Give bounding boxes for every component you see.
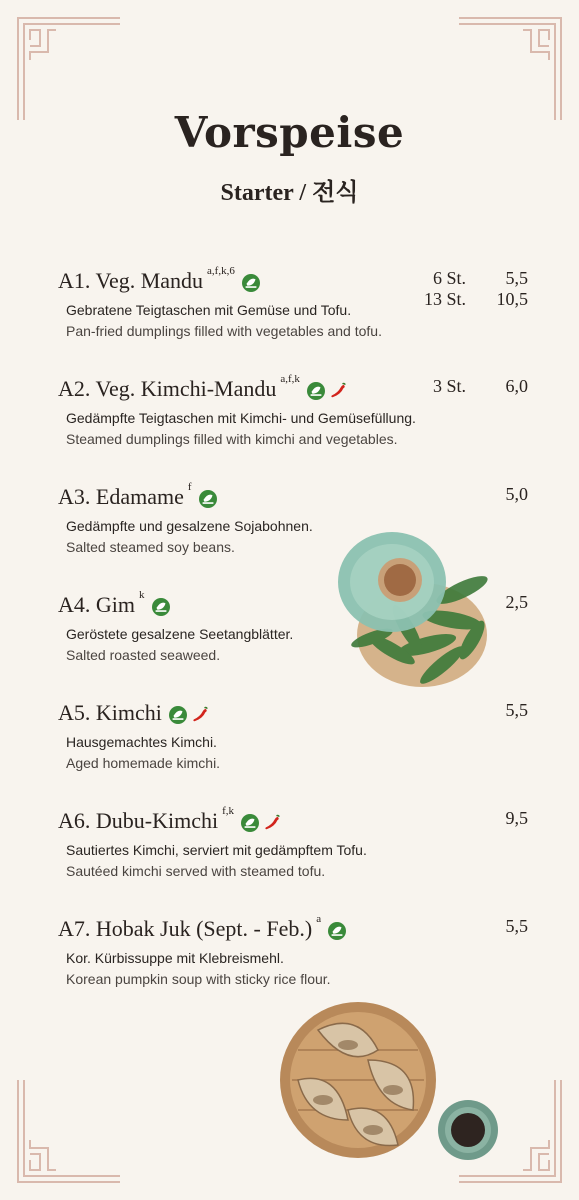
menu-item — [58, 481, 528, 558]
allergen-codes: f — [187, 481, 192, 493]
corner-ornament-bottom-left — [0, 1080, 120, 1200]
menu-item-name — [58, 589, 170, 618]
description-english: Aged homemade kimchi. — [66, 755, 221, 771]
menu-item-title: A4. Gim — [58, 592, 135, 617]
menu-item-description — [58, 948, 528, 990]
menu-item — [58, 373, 528, 450]
menu-item-quantity — [433, 376, 466, 397]
price-value: 2,5 — [505, 592, 528, 612]
menu-item-price — [506, 916, 529, 937]
menu-item-name — [58, 481, 217, 510]
menu-item-name — [58, 373, 347, 402]
price-value: 5,0 — [505, 484, 528, 504]
allergen-codes: a — [316, 913, 322, 925]
menu-item-header — [58, 805, 528, 840]
menu-item-description — [58, 732, 528, 774]
description-english: Salted steamed soy beans. — [66, 539, 235, 555]
menu-item-name — [58, 913, 346, 942]
allergen-codes: a,f,k — [280, 373, 300, 385]
description-english: Sautéed kimchi served with steamed tofu. — [66, 863, 326, 879]
menu-item-title: A3. Edamame — [58, 484, 184, 509]
description-english: Pan-fried dumplings filled with vegetables and tofu. — [66, 323, 382, 339]
page-title: Vorspeise — [174, 108, 405, 157]
menu-item-header — [58, 700, 528, 732]
menu-item-quantity — [424, 268, 466, 310]
menu-item-header — [58, 589, 528, 624]
menu-item-title: A2. Veg. Kimchi-Mandu — [58, 376, 277, 401]
menu-item-price — [506, 700, 529, 721]
allergen-codes: k — [139, 589, 145, 601]
description-german: Gebratene Teigtaschen mit Gemüse und Tofu. — [66, 302, 352, 318]
vegan-leaf-icon — [169, 704, 187, 722]
menu-item — [58, 700, 528, 774]
price-value: 6,0 — [505, 376, 528, 396]
page-subtitle: Starter / 전식 — [220, 180, 359, 206]
menu-item-title: A5. Kimchi — [58, 700, 162, 725]
quantity-value: 3 St. — [432, 376, 466, 396]
menu-item — [58, 589, 528, 666]
description-english: Korean pumpkin soup with sticky rice flour. — [66, 971, 331, 987]
price-value: 5,5 — [505, 700, 528, 720]
vegan-leaf-icon — [242, 272, 260, 290]
chili-icon — [329, 380, 347, 398]
menu-item-price — [506, 484, 529, 505]
allergen-codes: a,f,k,6 — [207, 265, 235, 277]
vegan-leaf-icon — [307, 380, 325, 398]
menu-item-header — [58, 265, 528, 309]
price-value: 5,5 — [505, 916, 528, 936]
menu-item-header — [58, 913, 528, 948]
allergen-codes: f,k — [222, 805, 235, 817]
menu-item-description — [58, 408, 528, 450]
menu-item-price — [506, 376, 529, 397]
vegan-leaf-icon — [199, 488, 217, 506]
vegan-leaf-icon — [328, 920, 346, 938]
menu-item-title: A6. Dubu-Kimchi — [58, 808, 219, 833]
menu-item-name — [58, 805, 281, 834]
price-value: 5,5 — [505, 268, 528, 288]
description-english: Salted roasted seaweed. — [66, 647, 221, 663]
vegan-leaf-icon — [152, 596, 170, 614]
menu-item — [58, 805, 528, 882]
chili-icon — [263, 812, 281, 830]
description-english: Steamed dumplings filled with kimchi and vegetables. — [66, 431, 398, 447]
menu-item-name — [58, 700, 209, 726]
description-german: Geröstete gesalzene Seetangblätter. — [66, 626, 294, 642]
menu-item-header — [58, 373, 528, 408]
description-german: Gedämpfte und gesalzene Sojabohnen. — [66, 518, 313, 534]
menu-item-name — [58, 265, 260, 294]
corner-ornament-top-right — [459, 0, 579, 120]
mandu-illustration — [278, 1000, 508, 1170]
menu-item-title: A7. Hobak Juk (Sept. - Feb.) — [58, 916, 313, 941]
description-german: Gedämpfte Teigtaschen mit Kimchi- und Gemüsefüllung. — [66, 410, 416, 426]
menu-item-description — [58, 624, 528, 666]
menu-item-price — [506, 808, 529, 829]
menu-item-description — [58, 516, 528, 558]
menu-item-title: A1. Veg. Mandu — [58, 268, 204, 293]
menu-item-price — [497, 268, 529, 310]
quantity-value: 13 St. — [423, 289, 466, 309]
description-german: Hausgemachtes Kimchi. — [66, 734, 217, 750]
vegan-leaf-icon — [241, 812, 259, 830]
menu-item-header — [58, 481, 528, 516]
quantity-value: 6 St. — [432, 268, 466, 288]
price-value: 9,5 — [505, 808, 528, 828]
menu-item — [58, 913, 528, 990]
description-german: Sautiertes Kimchi, serviert mit gedämpftem Tofu. — [66, 842, 367, 858]
description-german: Kor. Kürbissuppe mit Klebreismehl. — [66, 950, 284, 966]
corner-ornament-top-left — [0, 0, 120, 120]
price-value: 10,5 — [496, 289, 528, 309]
menu-item-description — [58, 840, 528, 882]
menu-item — [58, 265, 528, 342]
menu-item-price — [506, 592, 529, 613]
chili-icon — [191, 704, 209, 722]
